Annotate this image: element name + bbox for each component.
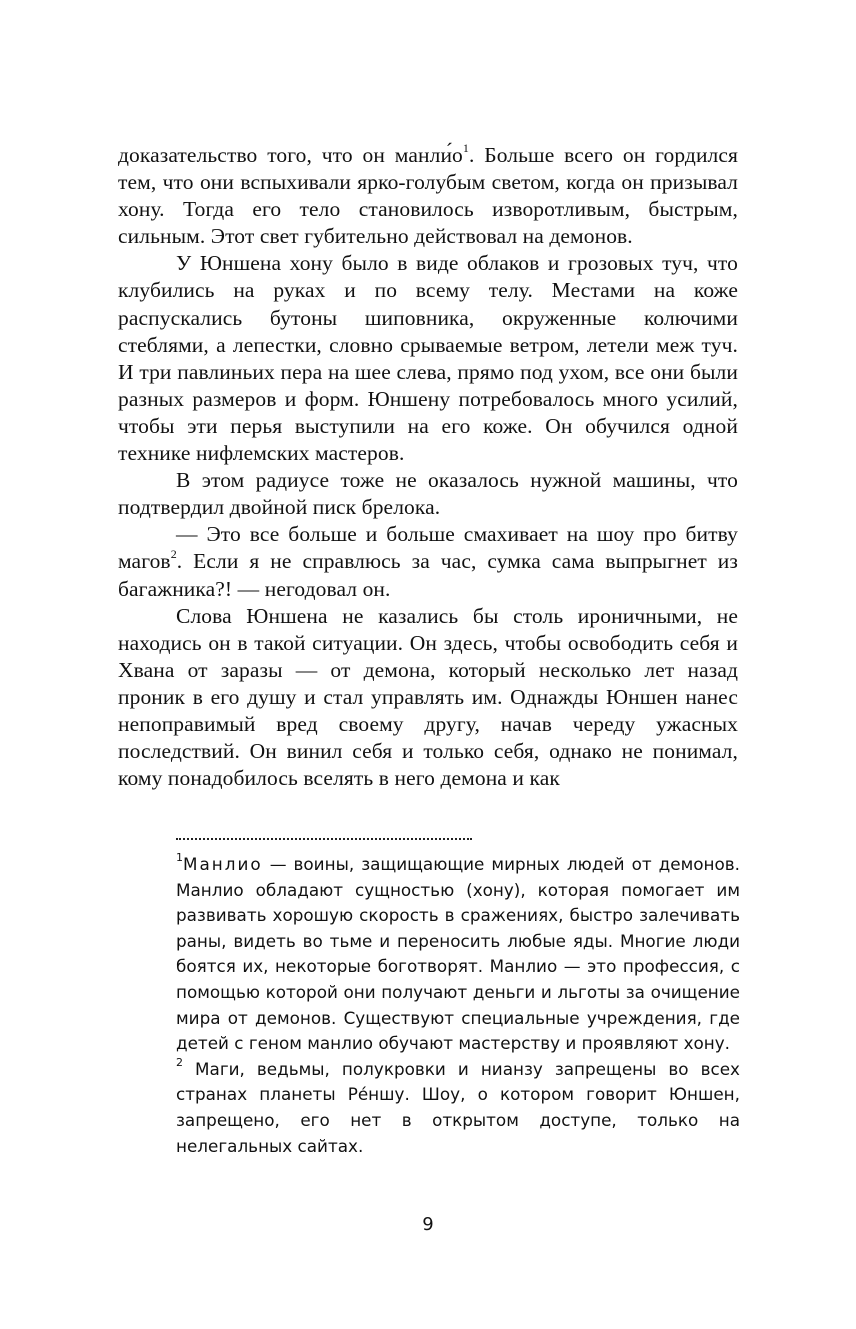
main-text <box>118 142 738 792</box>
footnote-term: Манлио <box>183 854 263 874</box>
footnotes <box>176 852 740 1159</box>
footnote-marker: 1 <box>176 851 183 865</box>
footnote-ref: 2 <box>170 547 177 562</box>
paragraph: Слова Юншена не казались бы столь ироничными, не находись он в такой ситуации. Он здесь, чтобы освободить себя и Хвана от заразы — от демона, который несколько лет назад проник в его душу и стал управлять им. Однажды Юншен нанес непоправимый вред своему другу, начав череду ужасных последствий. Он винил себя и только себя, однако не понимал, кому понадобилось вселять в него демона и как <box>118 603 738 791</box>
footnote-2: $^2$ Маги, ведьмы, полукровки и нианзу запрещены во всех странах планеты Ре́ншу. Шоу, о котором говорит Юншен, запрещено, его нет в открытом доступе, только на нелегальных сайтах. <box>176 1056 740 1156</box>
page-number: 9 <box>422 1214 434 1235</box>
paragraph: У Юншена хону было в виде облаков и грозовых туч, что клубились на руках и по всему телу. Местами на коже распускались бутоны шиповника, окруженные колючими стеблями, а лепестки, словно срываемые ветром, летели меж туч. И три павлиньих пера на шее слева, прямо под ухом, все они были разных размеров и форм. Юншену потребовалось много усилий, чтобы эти перья выступили на его коже. Он обучился одной технике нифлемских мастеров. <box>118 251 738 466</box>
paragraph: доказательство того, что он $манли́о^1$. Больше всего он гордился тем, что они вспыхивали ярко-голубым светом, когда он призывал хону. Тогда его тело становилось изворотливым, быстрым, сильным. Этот свет губительно действовал на демонов. <box>118 140 739 249</box>
footnote-1: $^1$Манлио — воины, защищающие мирных людей от демонов. Манлио обладают сущностью (хону), которая помогает им развивать хорошую скорость в сражениях, быстро залечивать раны, видеть во тьме и переносить любые яды. Многие люди боятся их, некоторые боготворят. Манлио — это профессия, с помощью которой они получают деньги и льготы за очищение мира от демонов. Существуют специальные учреждения, где детей с геном манлио обучают мастерству и проявляют хону. <box>176 851 740 1054</box>
footnote-marker: 2 <box>176 1056 183 1070</box>
paragraph: В этом радиусе тоже не оказалось нужной машины, что подтвердил двойной писк брелока. <box>118 468 738 520</box>
paragraph: — Это все больше и больше смахивает на шоу про битву магов$^2$. Если я не справлюсь за час, сумка сама выпрыгнет из багажника?! — негодовал он. <box>118 522 738 601</box>
footnote-divider <box>176 838 472 840</box>
footnote-ref: 1 <box>462 140 470 155</box>
